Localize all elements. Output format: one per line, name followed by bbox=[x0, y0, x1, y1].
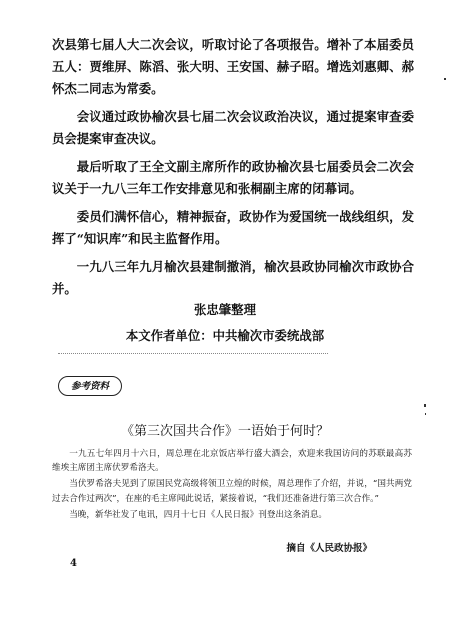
paragraph-4: 委员们满怀信心，精神振奋，政协作为爱国统一战线组织，发挥了“知识库”和民主监督作用。 bbox=[52, 209, 414, 246]
reference-body bbox=[52, 447, 412, 522]
reference-badge: 参考资料 bbox=[58, 376, 122, 396]
reference-paragraph-2: 当伏罗希洛夫见到了原国民党高级将领卫立煌的时候，周总理作了介绍，并说，“国共两党过去合作过两次”，在座的毛主席闻此说话，紧接着说，“我们还准备进行第三次合作。” bbox=[52, 479, 412, 504]
reference-title: 《第三次国共合作》一语始于何时？ bbox=[120, 424, 329, 439]
main-article-body bbox=[52, 34, 414, 306]
reference-paragraph-1: 一九五七年四月十六日，周总理在北京饭店举行盛大酒会，欢迎来我国访问的苏联最高苏维埃主席团主席伏罗希洛夫。 bbox=[52, 449, 412, 474]
page-number: 4 bbox=[70, 558, 77, 569]
editor-credit: 张忠肇整理 bbox=[194, 302, 256, 317]
author-affiliation: 本文作者单位：中共榆次市委统战部 bbox=[125, 328, 325, 343]
scan-speck bbox=[425, 413, 426, 415]
paragraph-2: 会议通过政协榆次县七届二次会议政治决议，通过提案审查委员会提案审查决议。 bbox=[52, 109, 414, 146]
scan-speck bbox=[424, 404, 426, 407]
paragraph-3: 最后听取了王全文副主席所作的政协榆次县七届委员会二次会议关于一九八三年工作安排意见和张桐副主席的闭幕词。 bbox=[52, 159, 414, 196]
paragraph-1: 次县第七届人大二次会议，听取讨论了各项报告。增补了本届委员五人：贾维屏、陈滔、张大明、王安国、赫子昭。增选刘惠卿、郝怀杰二同志为常委。 bbox=[52, 37, 414, 96]
reference-paragraph-3: 当晚，新华社发了电讯，四月十七日《人民日报》刊登出这条消息。 bbox=[69, 509, 328, 520]
scan-speck bbox=[444, 78, 446, 80]
paragraph-5: 一九八三年九月榆次县建制撤消，榆次县政协同榆次市政协合并。 bbox=[52, 259, 414, 296]
section-divider bbox=[58, 353, 328, 354]
source-attribution: 摘自《人民政协报》 bbox=[286, 543, 372, 554]
